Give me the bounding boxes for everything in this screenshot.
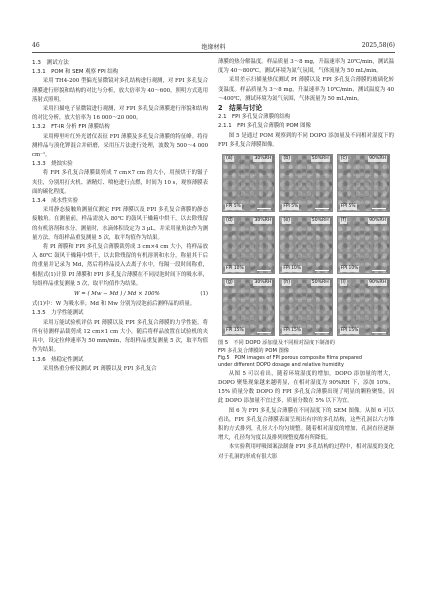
panel-humidity: 50%RH: [311, 218, 329, 224]
panel-letter: (g): [226, 280, 233, 286]
equation: [32, 289, 208, 300]
figure-caption-en-line: Fig.5 POM images of FPI porous composite films prepared: [218, 355, 362, 362]
scale-bar: [372, 208, 386, 209]
page-number: 46: [32, 42, 40, 49]
panel-sample: FPI 15%: [226, 328, 244, 334]
figure-caption-cn: 图 5 不同 DOPO 添加量及不同相对湿度下制备的: [218, 340, 335, 347]
paragraph: 采用万能试验机评估 PI 薄膜以及 FPI 多孔复合薄膜的力学性能。将所有待测样品裁剪成 12 cm×1 cm 大小，随后将样品放置在试验机的夹具中，设定拉伸速率为 50 mm/min，每组样品重复测量 5 次，取平均值作为结果。: [32, 319, 208, 354]
scale-bar: [257, 332, 271, 333]
paragraph: 采用扫描电子显微镜进行观测，对 FPI 多孔复合薄膜进行形貌和结构的对比分析，放大倍率为 16 000～20 000。: [32, 106, 208, 122]
panel-humidity: 90%RH: [369, 280, 386, 286]
left-column: [32, 58, 208, 374]
panel-letter: (i): [340, 280, 346, 286]
section-heading: 2 结果与讨论: [218, 104, 263, 113]
panel-sample: FPI 10%: [340, 266, 359, 272]
panel-letter: (a): [226, 156, 233, 162]
pom-image-tile: [279, 278, 332, 336]
panel-sample: FPI 10%: [226, 266, 244, 272]
panel-sample: FPI 15%: [283, 328, 301, 334]
subsection-heading: 1.3.1 POM 和 SEM 观察 FPI 结构: [32, 69, 119, 76]
panel-humidity: 90%RH: [369, 218, 386, 224]
subsection-heading: 2.1.1 FPI 多孔复合薄膜的 POM 图像: [218, 123, 311, 130]
subsection-heading: 1.3.5 力学性能测试: [32, 310, 84, 317]
panel-letter: (b): [283, 156, 291, 162]
scale-bar: [372, 332, 386, 333]
panel-letter: (c): [340, 156, 348, 162]
paragraph: 薄膜的热分解温度。样品质量 3～8 mg，升温速率为 20℃/min，测试温度为 40～800℃，测试环境为氮气氛围，气体流量为 50 mL/min。: [218, 59, 394, 75]
panel-humidity: 30%RH: [254, 156, 272, 162]
right-column: [218, 58, 394, 462]
pom-image-tile: [337, 278, 390, 336]
header-rule: [32, 52, 395, 53]
paragraph: 采用静态接触角测量仪测定 FPI 薄膜以及 FPI 多孔复合薄膜的静态接触角。在测量前，样品需放入 80℃ 的鼓风干燥箱中烘干，以去除残留的有机溶剂和水分。测量时，水滴体积设定为 3 μL，并采用量角法作为测量方法。每组样品重复测量 5 次，取平均值作为结果。: [32, 207, 208, 241]
figure-5-grid: [222, 154, 390, 336]
paragraph: 采用热重分析仪测试 PI 薄膜以及 FPI 多孔复合: [42, 365, 157, 372]
paragraph: 图 5 是通过 POM 观察到的不同 DOPO 添加量及不同相对湿度下的 FPI 多孔复合薄膜图像。: [218, 132, 394, 148]
pom-image-tile: [279, 154, 332, 212]
panel-sample: FPI 5%: [226, 204, 241, 210]
paragraph: 采用 TH4-200 型偏光显微镜对多孔结构进行观测，对 FPI 多孔复合薄膜进行形貌和结构的对比与分析，放大倍率为 40～600，照明方式选用落射式照明。: [32, 78, 208, 103]
section-heading: 1.3 测试方法: [32, 60, 69, 66]
panel-humidity: 50%RH: [311, 156, 329, 162]
equation-number: (1): [200, 291, 208, 298]
panel-sample: FPI 15%: [340, 328, 359, 334]
panel-letter: (e): [283, 218, 291, 224]
pom-image-tile: [222, 216, 275, 274]
subsection-heading: 1.3.6 热稳定性测试: [32, 356, 84, 363]
issue-info: 2025,58(6): [361, 42, 395, 49]
panel-sample: FPI 10%: [283, 266, 301, 272]
pom-image-tile: [337, 216, 390, 274]
panel-sample: FPI 5%: [340, 204, 356, 210]
scale-bar: [315, 332, 329, 333]
paragraph: 式(1)中：W 为吸水率；Md 和 Mw 分别为浸泡前后测样品的质量。: [32, 301, 196, 308]
subsection-heading: 2.1 FPI 多孔复合薄膜的结构: [218, 114, 291, 121]
paragraph: 将 FPI 多孔复合薄膜裁剪成 7 cm×7 cm 的大小，用预烘干的镊子夹住，分别用打火机、酒精灯、喷枪进行点燃，时间为 10 s，观察薄膜表面的碳化程度。: [32, 170, 208, 195]
paragraph: 采用差示扫描量热仪测试 PI 薄膜以及 FPI 多孔复合薄膜的玻璃化转变温度。样品质量为 3～8 mg，升温速率为 10℃/min，测试温度为 40～400℃，测试环境为氮气氛围，气体流量为 50 mL/min。: [218, 77, 394, 102]
paragraph: 从图 5 可以看出，随着环境湿度的增加，DOPO 添加量的增大，DOPO 聚集现象越来越明显，在相对湿度为 90%RH 下，添加 10%、15% 质量分数 DOPO 的 FPI 多孔复合薄膜出现了明显的颗粒聚集。因此 DOPO 添加量不宜过多，质量分数在 5% 以下为宜。: [218, 370, 394, 405]
figure-caption-cn: FPI 多孔复合薄膜的 POM 图像: [218, 348, 289, 355]
pom-image-tile: [222, 154, 275, 212]
panel-humidity: 50%RH: [311, 280, 329, 286]
figure-caption-en: [218, 355, 394, 370]
scale-bar: [315, 270, 329, 271]
paragraph: 采用傅里叶红外光谱仪表征 FPI 薄膜及多孔复合薄膜的特征峰。将待测样品与溴化钾混合并研磨，采用压片法进行处理，波数为 500～4 000 cm⁻¹。: [32, 133, 208, 159]
figure-caption-en-line: under different DOPO dosage and relative humidity: [218, 362, 344, 369]
panel-humidity: 30%RH: [254, 280, 272, 286]
paragraph: 本实验利用呼吸图案法制备 FPI 多孔结构的过程中，相对湿度的变化对于孔洞的形成有很大影: [218, 444, 394, 460]
equation-body: W = ( Mw − Md ) / Md × 100%: [74, 291, 160, 298]
panel-letter: (d): [226, 218, 233, 224]
subsection-heading: 1.3.4 成水性实验: [32, 198, 79, 205]
journal-name: 绝缘材料: [201, 44, 226, 51]
panel-sample: FPI 5%: [283, 204, 299, 210]
subsection-heading: 1.3.2 FT-IR 分析 FPI 薄膜结构: [32, 124, 110, 131]
scale-bar: [257, 208, 271, 209]
panel-humidity: 30%RH: [254, 218, 272, 224]
subsection-heading: 1.3.3 烧蚀实验: [32, 161, 73, 168]
scale-bar: [372, 270, 386, 271]
panel-humidity: 90%RH: [369, 156, 386, 162]
pom-image-tile: [222, 278, 275, 336]
scale-bar: [257, 270, 271, 271]
panel-letter: (f): [340, 218, 347, 224]
panel-letter: (h): [283, 280, 291, 286]
scale-bar: [315, 208, 329, 209]
paragraph: 将 PI 薄膜和 FPI 多孔复合薄膜裁剪成 3 cm×4 cm 大小，将样品放入 80℃ 鼓风干燥箱中烘干，以去除残留的有机溶剂和水分，称量其干后的重量并记录为 Md，然后将样品浸入去离子水中，每隔一段时间称重，根据式(1)计算 PI 薄膜和 FPI 多孔复合薄膜在不同浸泡时间下的吸水率，每组样品重复测量 5 次，取平均值作为结果。: [32, 244, 208, 287]
pom-image-tile: [337, 154, 390, 212]
pom-image-tile: [279, 216, 332, 274]
paragraph: 图 6 为 FPI 多孔复合薄膜在不同湿度下的 SEM 图像。从图 6 可以看出，FPI 多孔复合薄膜表面呈现出有序的多孔结构，这些孔洞以六方堆积的方式排列，孔径大小均匀规整。随着相对湿度的增加，孔洞直径逐渐增大，孔径均匀度以及排列规整度都有所降低。: [218, 407, 394, 442]
